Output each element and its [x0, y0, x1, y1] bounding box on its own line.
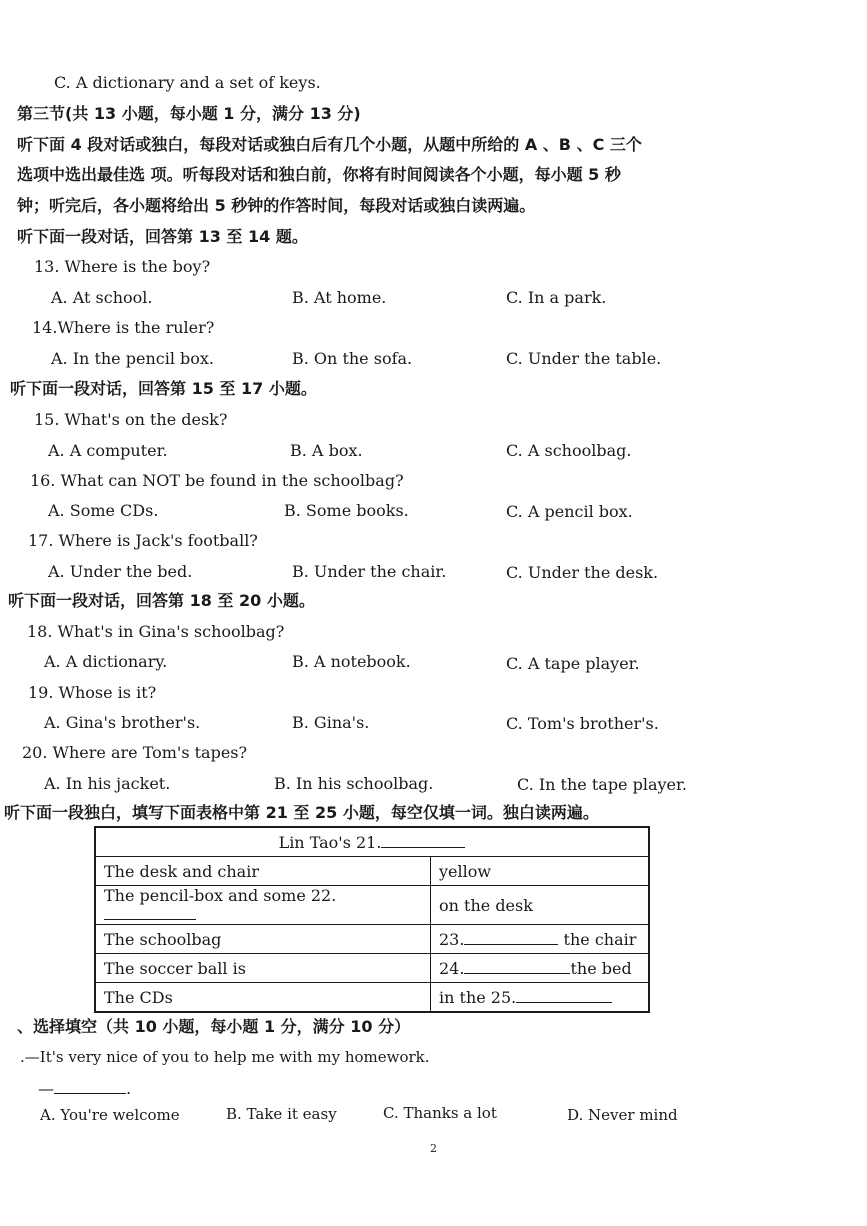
table-row — [95, 925, 649, 954]
option-a: A. A computer. — [48, 441, 168, 460]
option-c: C. Thanks a lot — [383, 1104, 497, 1122]
option-d: D. Never mind — [567, 1106, 678, 1124]
monologue-intro: 听下面一段独白，填写下面表格中第 21 至 25 小题，每空仅填一词。独白读两遍。 — [4, 803, 599, 822]
dialogue-2-intro: 听下面一段对话，回答第 15 至 17 小题。 — [10, 379, 317, 398]
answer-blank-22[interactable] — [104, 905, 196, 920]
table-cell: on the desk — [431, 886, 650, 925]
table-cell — [431, 954, 650, 983]
question-18: 18. What's in Gina's schoolbag? — [27, 622, 285, 641]
answer-blank-24[interactable] — [464, 959, 570, 974]
instruction-line-3: 钟；听完后，各小题将给出 5 秒钟的作答时间，每段对话或独白读两遍。 — [17, 196, 536, 215]
final-question — [20, 1046, 430, 1068]
table-title-cell — [95, 827, 649, 857]
option-b: B. On the sofa. — [292, 349, 413, 368]
answer-blank-21[interactable] — [381, 833, 465, 848]
option-b: B. A notebook. — [292, 652, 411, 671]
table-row — [95, 983, 649, 1013]
instruction-line-2: 选项中选出最佳选 项。听每段对话和独白前，你将有时间阅读各个小题，每小题 5 秒 — [17, 165, 621, 184]
table-cell: The desk and chair — [95, 857, 431, 886]
table-title: Lin Tao's 21. — [278, 832, 382, 852]
option-c: C. In the tape player. — [517, 775, 687, 794]
table-cell: The CDs — [95, 983, 431, 1013]
question-20: 20. Where are Tom's tapes? — [22, 743, 248, 762]
dialogue-3-intro: 听下面一段对话，回答第 18 至 20 小题。 — [8, 591, 315, 610]
question-13: 13. Where is the boy? — [34, 257, 211, 276]
question-number-fragment: . — [20, 1048, 25, 1066]
option-c: C. A tape player. — [506, 654, 640, 673]
question-text: —It's very nice of you to help me with my homework. — [24, 1048, 430, 1066]
question-14: 14.Where is the ruler? — [32, 318, 215, 337]
table-cell: yellow — [431, 857, 650, 886]
option-a: A. Gina's brother's. — [44, 713, 201, 732]
instruction-line-1: 听下面 4 段对话或独白，每段对话或独白后有几个小题，从题中所给的 A 、B 、C 三个 — [17, 135, 642, 154]
dialogue-1-intro: 听下面一段对话，回答第 13 至 14 题。 — [17, 227, 308, 246]
option-c: C. A schoolbag. — [506, 441, 632, 460]
cell-text: 24. — [439, 958, 465, 978]
table-row — [95, 954, 649, 983]
cell-text: the chair — [558, 929, 637, 949]
option-a: A. Some CDs. — [48, 501, 159, 520]
option-b: B. Under the chair. — [292, 562, 447, 581]
answer-blank-25[interactable] — [516, 988, 612, 1003]
table-cell: The soccer ball is — [95, 954, 431, 983]
cell-text: 23. — [439, 929, 465, 949]
cell-text: The pencil-box and some 22. — [104, 886, 337, 905]
option-b: B. Some books. — [284, 501, 409, 520]
question-17: 17. Where is Jack's football? — [28, 531, 258, 550]
dash: — — [38, 1079, 54, 1098]
option-a: A. In the pencil box. — [51, 349, 215, 368]
page-number: 2 — [430, 1142, 437, 1155]
cell-text: the bed — [570, 958, 632, 978]
option-c: C. In a park. — [506, 288, 607, 307]
answer-line: — . — [38, 1079, 132, 1098]
option-b: B. A box. — [290, 441, 363, 460]
option-c: C. Under the table. — [506, 349, 662, 368]
question-15: 15. What's on the desk? — [34, 410, 228, 429]
option-c: C. Tom's brother's. — [506, 714, 659, 733]
option-a: A. Under the bed. — [48, 562, 193, 581]
cell-text: in the 25. — [439, 987, 517, 1007]
answer-blank-23[interactable] — [464, 930, 558, 945]
option-c: C. Under the desk. — [506, 563, 659, 582]
section-3-heading: 第三节(共 13 小题，每小题 1 分，满分 13 分) — [17, 104, 361, 123]
option-a: A. You're welcome — [40, 1106, 180, 1124]
question-19: 19. Whose is it? — [28, 683, 157, 702]
option-b: B. Gina's. — [292, 713, 370, 732]
option-a: A. In his jacket. — [44, 774, 171, 793]
table-cell — [431, 925, 650, 954]
option-c: C. A pencil box. — [506, 502, 633, 521]
option-b: B. Take it easy — [226, 1105, 337, 1123]
fill-in-table — [94, 826, 650, 1013]
option-a: A. A dictionary. — [44, 652, 168, 671]
option-a: A. At school. — [51, 288, 153, 307]
table-cell: The schoolbag — [95, 925, 431, 954]
table-row — [95, 827, 649, 857]
table-cell — [431, 983, 650, 1013]
option-b: B. At home. — [292, 288, 387, 307]
table-row — [95, 886, 649, 925]
answer-blank[interactable] — [54, 1079, 126, 1094]
question-16: 16. What can NOT be found in the schoolbag? — [30, 471, 404, 490]
table-row — [95, 857, 649, 886]
option-b: B. In his schoolbag. — [274, 774, 434, 793]
table-cell — [95, 886, 431, 925]
section-4-heading: 、选择填空（共 10 小题，每小题 1 分，满分 10 分） — [17, 1017, 411, 1036]
option-line: C. A dictionary and a set of keys. — [54, 73, 321, 92]
